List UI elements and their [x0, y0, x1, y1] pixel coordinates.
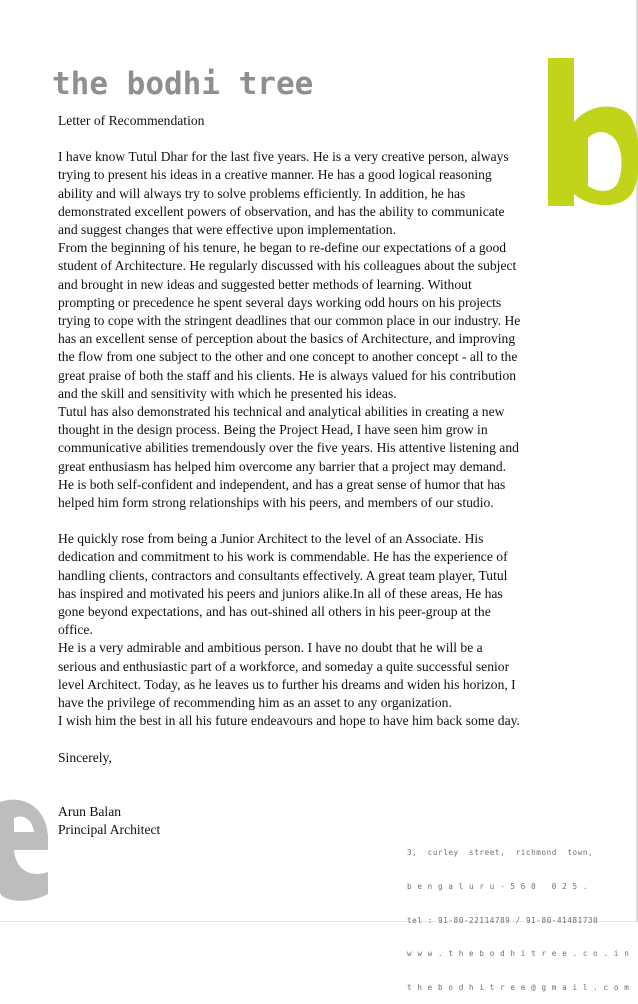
signer-name: Arun Balan — [58, 803, 122, 819]
letterhead-e-logo — [0, 796, 50, 906]
letter-body — [58, 112, 588, 839]
letter-paragraph-6: I wish him the best in all his future endeavours and hope to have him back some day. — [58, 713, 520, 729]
letter-paragraph-4: He quickly rose from being a Junior Architect to the level of an Associate. His dedication and commitment to his work is commendable. He has the experience of handling clients, contractors and consultants effectively. A great team player, Tutul has inspired and motivated his peers and juniors alike.In all of these areas, He has gone beyond expectations, and has out-shined all others in his peer-group at the office. — [58, 531, 508, 638]
letter-paragraph-2: From the beginning of his tenure, he began to re-define our expectations of a good student of Architecture. He regularly discussed with his colleagues about the subject and brought in new ideas and suggested better methods of learning. Without prompting or precedence he spent several days working odd hours on his projects trying to cope with the stringent deadlines that our common place in our industry. He has an excellent sense of perception about the basics of Architecture, and improving the flow from one subject to the other and one concept to another concept - all to the great praise of both the staff and his clients. He is always valued for his contribution and the skill and sensitivity with which he presented his ideas. — [58, 240, 521, 401]
letter-paragraph-3: Tutul has also demonstrated his technical and analytical abilities in creating a new thought in the design process. Being the Project Head, I have seen him grow in communicative abilities tremendously over the five years. His attentive listening and great enthusiasm has helped him overcome any barrier that a project may demand. He is both self-confident and independent, and has a great sense of humor that has helped him form strong relationships with his peers, and members of our studio. — [58, 404, 519, 511]
letter-paragraph-1: I have know Tutul Dhar for the last five years. He is a very creative person, always trying to present his ideas in a creative manner. He has a good logical reasoning ability and will always try to solve problems efficiently. In addition, he has demonstrated excellent powers of observation, and has the ability to communicate and suggest changes that were effective upon implementation. — [58, 149, 509, 238]
address-email: t h e b o d h i t r e e @ g m a i l . c o m — [407, 982, 630, 992]
logo-e-shape — [0, 800, 48, 901]
address-website: w w w . t h e b o d h i t r e e . c o . i n — [407, 949, 630, 959]
letter-title: Letter of Recommendation — [58, 113, 205, 128]
letter-closing: Sincerely, — [58, 749, 112, 765]
letterhead-logo-text: the bodhi tree — [52, 66, 314, 102]
letterhead-address — [407, 825, 629, 1004]
signer-title: Principal Architect — [58, 821, 161, 837]
letter-paragraph-5: He is a very admirable and ambitious person. I have no doubt that he will be a serious and enthusiastic part of a workforce, and someday a quite successful senior level Architect. Today, as he leaves us to further his dreams and widen his horizon, I have the privilege of recommending him as an asset to any organization. — [58, 640, 516, 711]
address-phone: tel : 91-80-22114789 / 91-80-41481730 — [407, 915, 599, 925]
address-street: 3, curley street, richmond town, — [407, 848, 594, 858]
address-city: b e n g a l u r u - 5 6 0 0 2 5 . — [407, 882, 589, 892]
